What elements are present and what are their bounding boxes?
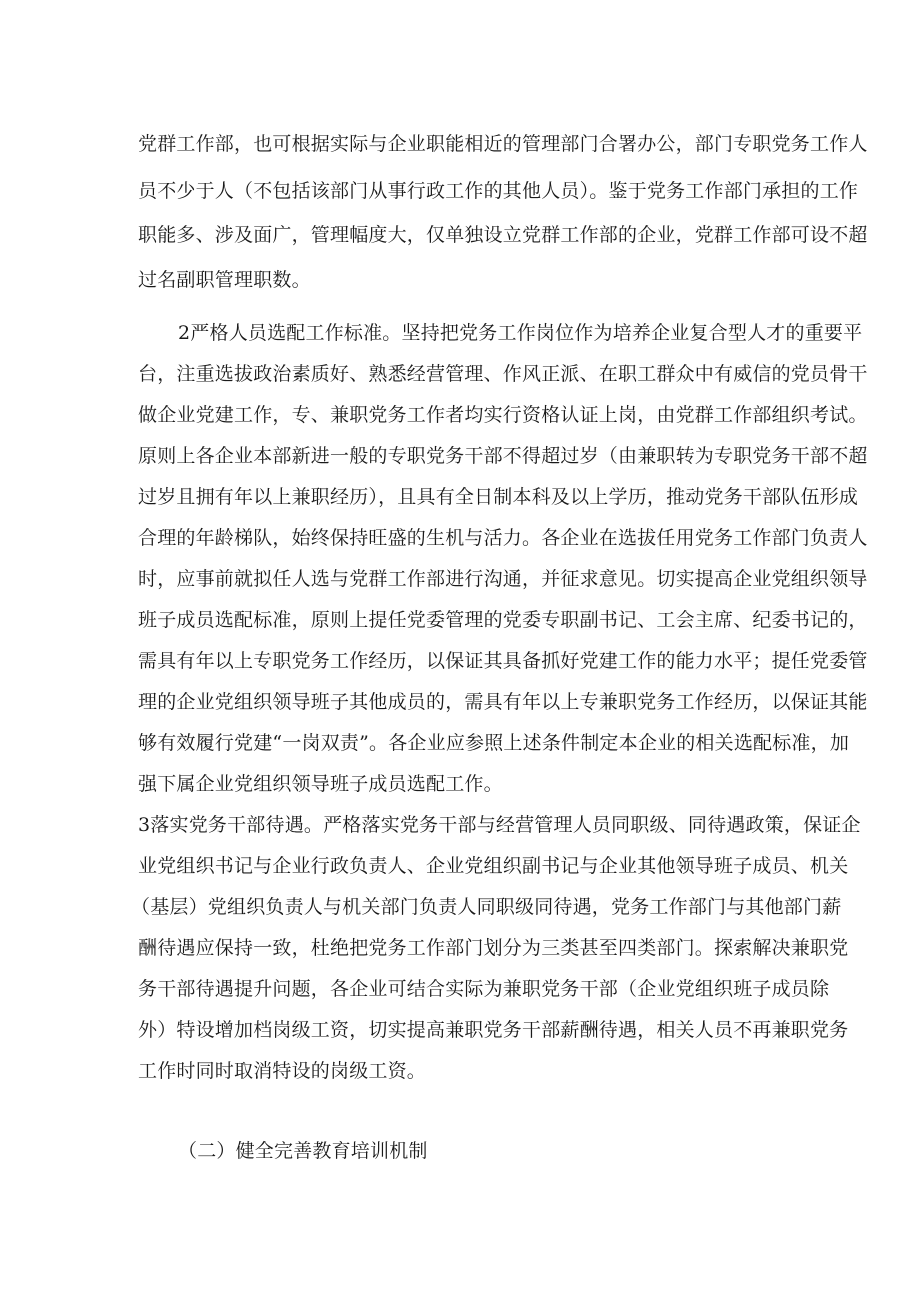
line-text: 务干部待遇提升问题，各企业可结合实际为兼职党务干部（企业党组织班子成员除 <box>138 978 830 1000</box>
section-heading-text: （二）健全完善教育培训机制 <box>178 1140 428 1162</box>
line-text: 业党组织书记与企业行政负责人、企业党组织副书记与企业其他领导班子成员、机关 <box>138 855 849 877</box>
line-text: 够有效履行党建“一岗双责”。各企业应参照上述条件制定本企业的相关选配标准，加 <box>138 732 850 754</box>
line-text: 2严格人员选配工作标准。坚持把党务工作岗位作为培养企业复合型人才的重要平 <box>178 322 863 344</box>
line-text: 过名副职管理职数。 <box>138 269 311 291</box>
line-text: 时，应事前就拟任人选与党群工作部进行沟通，并征求意见。切实提高企业党组织领导 <box>138 568 868 590</box>
line-text: （基层）党组织负责人与机关部门负责人同职级同待遇，党务工作部门与其他部门薪 <box>131 896 842 918</box>
line-text: 合理的年龄梯队，始终保持旺盛的生机与活力。各企业在选拔任用党务工作部门负责人 <box>138 527 868 549</box>
line-text: 台，注重选拔政治素质好、熟悉经营管理、作风正派、在职工群众中有威信的党员骨干 <box>138 363 868 385</box>
line-text: 班子成员选配标准，原则上提任党委管理的党委专职副书记、工会主席、纪委书记的， <box>138 609 868 631</box>
line-text: 酬待遇应保持一致，杜绝把党务工作部门划分为三类甚至四类部门。探索解决兼职党 <box>138 937 849 959</box>
line-text: 强下属企业党组织领导班子成员选配工作。 <box>138 773 503 795</box>
line-text: 需具有年以上专职党务工作经历，以保证其具备抓好党建工作的能力水平；提任党委管 <box>138 650 868 672</box>
line-text: 过岁且拥有年以上兼职经历），且具有全日制本科及以上学历，推动党务干部队伍形成 <box>138 486 859 508</box>
line-text: 员不少于人（不包括该部门从事行政工作的其他人员）。鉴于党务工作部门承担的工作 <box>138 180 859 202</box>
line-text: 外）特设增加档岗级工资，切实提高兼职党务干部薪酬待遇，相关人员不再兼职党务 <box>138 1019 849 1041</box>
line-text: 党群工作部，也可根据实际与企业职能相近的管理部门合署办公，部门专职党务工作人 <box>138 133 868 155</box>
line-text: 原则上各企业本部新进一般的专职党务干部不得超过岁（由兼职转为专职党务干部不超 <box>138 445 868 467</box>
line-text: 3落实党务干部待遇。严格落实党务干部与经营管理人员同职级、同待遇政策，保证企 <box>138 814 861 836</box>
line-text: 做企业党建工作，专、兼职党务工作者均实行资格认证上岗，由党群工作部组织考试。 <box>138 404 868 426</box>
line-text: 职能多、涉及面广，管理幅度大，仅单独设立党群工作部的企业，党群工作部可设不超 <box>138 224 868 246</box>
line-text: 工作时同时取消特设的岗级工资。 <box>138 1060 427 1082</box>
line-text: 理的企业党组织领导班子其他成员的，需具有年以上专兼职党务工作经历，以保证其能 <box>138 691 868 713</box>
